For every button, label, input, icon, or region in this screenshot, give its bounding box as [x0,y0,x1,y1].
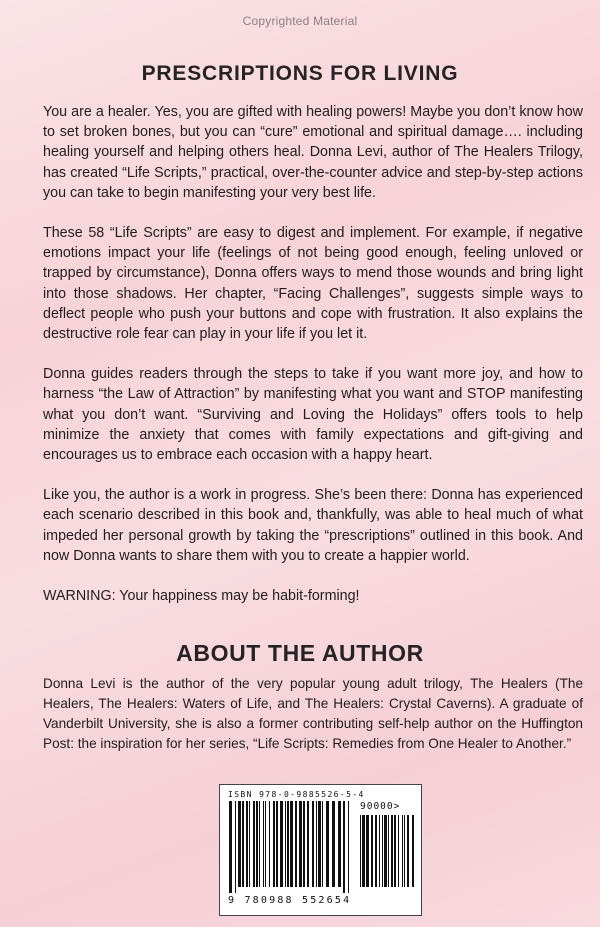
barcode-panel [219,784,422,916]
paragraph-4: Like you, the author is a work in progress. She’s been there: Donna has experienced each scenario described in this book and, thankfully, was able to heal much of what impeded her personal growth by taking the “prescriptions” outlined in this book. And now Donna wants to share them with you to create a happier world. [43,487,583,564]
isbn-label: ISBN 978-0-9885526-5-4 [228,790,365,799]
barcode-bar [312,801,314,887]
copyright-watermark: Copyrighted Material [242,14,358,28]
barcode-bar [388,815,389,887]
barcode-bar [287,801,289,887]
barcode-bar [263,801,264,887]
barcode-bar [360,815,361,887]
barcode-main [229,801,351,893]
barcode-bar [322,801,323,887]
about-heading: ABOUT THE AUTHOR [176,640,424,666]
barcode-bar [235,801,236,893]
barcode-bar [303,801,305,887]
barcode-bar [326,801,329,887]
barcode-bar [280,801,283,887]
barcode-bar [382,815,383,887]
barcode-bar [249,801,250,887]
barcode-bar [371,815,373,887]
paragraph-2: These 58 “Life Scripts” are easy to digest and implement. For example, if negative emotions impact your life (feelings of not being good enough, feeling unloved or trapped by circumstance), Donna offers ways to mend those wounds and bring light into those shadows. Her chapter, “Facing Challenges”, suggests simple ways to deflect people who push your buttons and cope with frustration. It also explains the destructive role fear can play in your life if you let it. [43,225,583,343]
barcode-bar [253,801,255,887]
barcode-bar [384,815,387,887]
barcode-bar [332,801,335,887]
barcode-bar [285,801,286,887]
barcode-bar [375,815,377,887]
barcode-bar [407,815,409,887]
barcode-bar [316,801,317,887]
warning-text: WARNING: Your happiness may be habit-forming! [43,588,360,605]
barcode-bar [379,815,380,887]
barcode-bar [348,801,349,893]
barcode-bar [398,815,399,887]
barcode-bar [290,801,293,887]
barcode-bar [238,801,241,887]
barcode-bar [412,815,414,887]
barcode-bar [229,801,232,893]
barcode-bar [273,801,275,887]
barcode-bar [318,801,321,887]
barcode-bar [299,801,302,887]
price-code: 90000> [360,801,401,812]
paragraph-1: You are a healer. Yes, you are gifted with healing powers! Maybe you don’t know how to set broken bones, but you can “cure” emotional and spiritual damage…. including healing yourself and helping others heal. Donna Levi, author of The Healers Trilogy, has created “Life Scripts,” practical, over-the-counter advice and step-by-step actions you can take to begin manifesting your very best life. [43,104,583,201]
barcode-bar [246,801,248,887]
barcode-bar [259,801,260,887]
barcode-bar [276,801,278,887]
barcode-bar [391,815,393,887]
description-body [43,102,583,606]
barcode-bar [307,801,309,887]
barcode-bar [343,801,345,893]
barcode-bar [265,801,266,887]
about-author-text: Donna Levi is the author of the very popular young adult trilogy, The Healers (The Healers, The Healers: Waters of Life, and The Healers: Crystal Caverns). A graduate of Vanderbilt University, she is also a former contributing self-help author on the Huffington Post: the inspiration for her series, “Life Scripts: Remedies from One Healer to Another.” [43,676,583,751]
barcode-bar [366,815,369,887]
barcode-bar [394,815,396,887]
barcode-addon [360,815,415,893]
barcode-bar [402,815,403,887]
barcode-bar [256,801,258,887]
barcode-bar [362,815,365,887]
barcode-bar [338,801,341,887]
page-title: PRESCRIPTIONS FOR LIVING [141,62,459,85]
barcode-bar [295,801,297,887]
paragraph-3: Donna guides readers through the steps to take if you want more joy, and how to harness “the Law of Attraction” by manifesting what you want and STOP manifesting what you don’t want. “Surviving and Loving the Holidays” offers tools to help minimize the anxiety that comes with family expectations and gift-giving and encourages us to embrace each occasion with a happy heart. [43,366,583,464]
barcode-bar [269,801,270,887]
ean-digits: 9 780988 552654 [228,895,352,906]
barcode-bar [242,801,244,887]
barcode-bar [404,815,405,887]
